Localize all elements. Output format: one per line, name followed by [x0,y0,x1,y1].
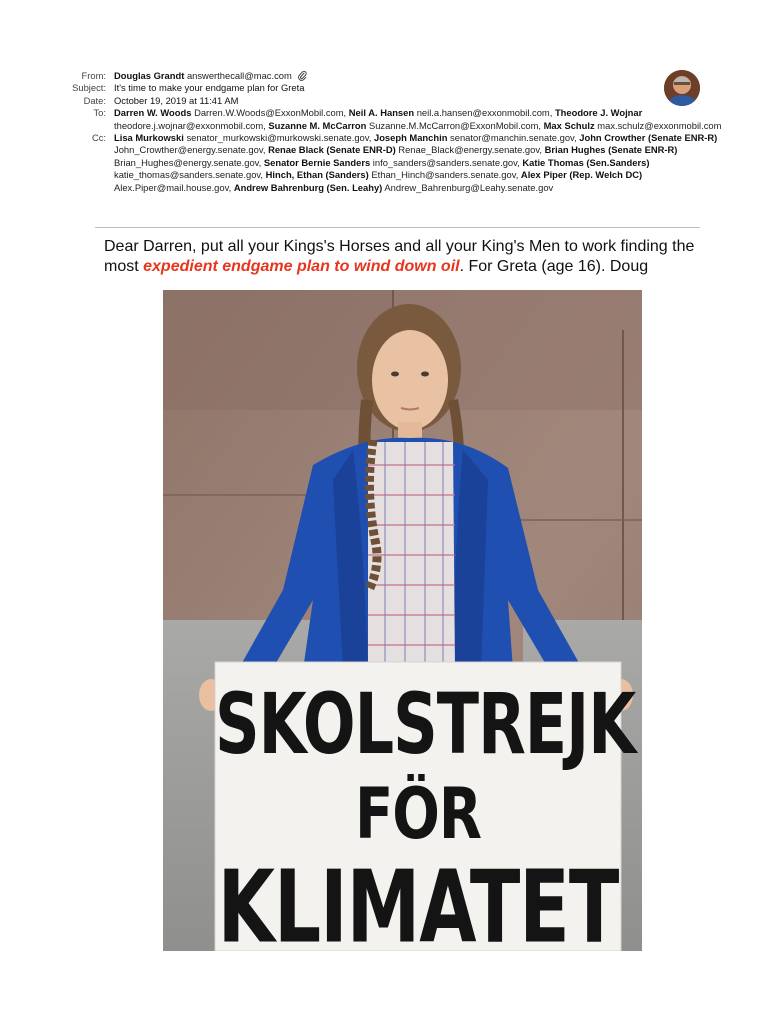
from-label: From: [81,70,106,81]
recipient-address[interactable]: info_sanders@sanders.senate.gov, [372,156,520,168]
to-list [114,107,740,132]
recipient-name: Brian Hughes (Senate ENR-R) [544,144,678,156]
recipient-name: Darren W. Woods [114,107,192,119]
sign-text [215,662,636,951]
to-row [40,107,740,132]
recipient-name: Max Schulz [543,119,595,131]
to-label: To: [93,107,106,119]
recipient-name: Senator Bernie Sanders [263,156,371,168]
greta-photo [163,290,642,951]
avatar [664,70,700,106]
cc-row [40,132,740,194]
date-label: Date: [83,94,106,106]
subject-row [40,82,740,94]
recipient-name: John Crowther (Senate ENR-R) [579,132,718,144]
recipient-address[interactable]: Darren.W.Woods@ExxonMobil.com, [194,107,347,119]
cc-label: Cc: [91,132,106,144]
avatar-image [664,70,700,106]
sign-line-2: FÖR [355,774,481,856]
subject-text: It's time to make your endgame plan for Greta [114,82,305,94]
from-address[interactable]: answerthecall@mac.com [186,70,292,81]
recipient-name: Theodore J. Wojnar [554,107,643,119]
subject-label: Subject: [72,82,106,94]
recipient-address[interactable]: Andrew_Bahrenburg@Leahy.senate.gov [384,181,554,193]
date-row [40,95,740,107]
recipient-address[interactable]: theodore.j.wojnar@exxonmobil.com, [114,119,266,131]
recipient-name: Lisa Murkowski [114,132,184,144]
paperclip-icon[interactable] [298,70,307,81]
recipient-name: Alex Piper (Rep. Welch DC) [520,169,643,181]
recipient-address[interactable]: neil.a.hansen@exxonmobil.com, [416,107,553,119]
recipient-address[interactable]: Suzanne.M.McCarron@ExxonMobil.com, [368,119,542,131]
from-row [40,70,740,82]
recipient-address[interactable]: John_Crowther@energy.senate.gov, [114,144,266,156]
recipient-name: Neil A. Hansen [348,107,415,119]
recipient-name: Renae Black (Senate ENR-D) [268,144,396,156]
cc-list [114,132,740,194]
recipient-address[interactable]: senator@manchin.senate.gov, [450,132,577,144]
message-highlight: expedient endgame plan to wind down oil [143,258,460,275]
recipient-address[interactable]: Renae_Black@energy.senate.gov, [398,144,542,156]
sign-line-3: KLIMATET [217,849,619,951]
recipient-name: Katie Thomas (Sen.Sanders) [522,156,650,168]
recipient-name: Joseph Manchin [373,132,448,144]
header-divider [95,227,700,228]
message-body [104,237,724,277]
recipient-address[interactable]: Ethan_Hinch@sanders.senate.gov, [371,169,519,181]
recipient-name: Suzanne M. McCarron [268,119,367,131]
email-header [40,70,740,194]
sign-line-1: SKOLSTREJK [215,674,636,774]
recipient-address[interactable]: max.schulz@exxonmobil.com [597,119,722,131]
recipient-name: Hinch, Ethan (Sanders) [265,169,369,181]
date-text: October 19, 2019 at 11:41 AM [114,94,239,106]
message-text-end: . For Greta (age 16). Doug [459,258,649,275]
recipient-address[interactable]: Brian_Hughes@energy.senate.gov, [114,156,262,168]
recipient-name: Andrew Bahrenburg (Sen. Leahy) [233,181,383,193]
from-name: Douglas Grandt [114,70,185,81]
recipient-address[interactable]: senator_murkowski@murkowski.senate.gov, [186,132,372,144]
recipient-address[interactable]: Alex.Piper@mail.house.gov, [114,181,232,193]
recipient-address[interactable]: katie_thomas@sanders.senate.gov, [114,169,264,181]
message-text: Dear Darren, put all your Kings's Horses and all your King's Men to work finding the most [104,238,695,275]
